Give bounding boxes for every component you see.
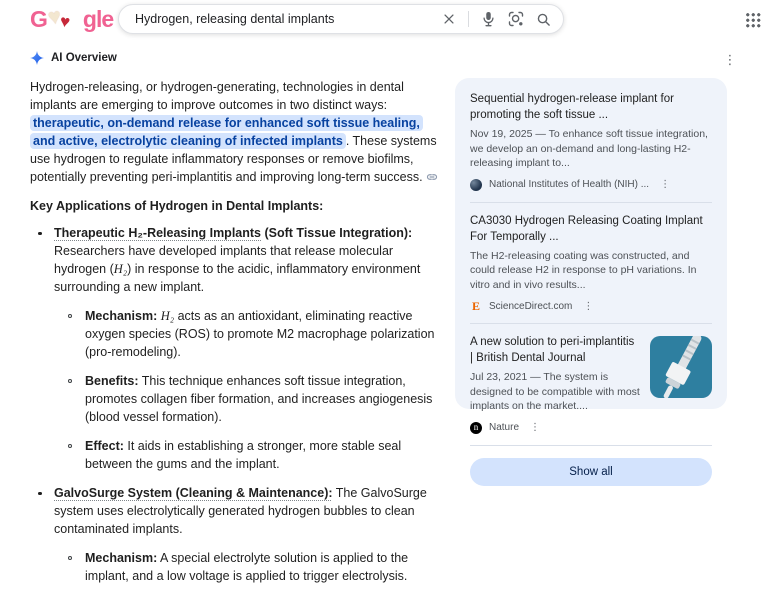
list-item [63, 372, 442, 426]
source-card[interactable] [470, 91, 712, 192]
text-segment-bold: (Soft Tissue Integration): [261, 226, 413, 240]
source-more-options-icon[interactable]: ⋮ [660, 179, 671, 190]
ai-overview-section [30, 50, 442, 596]
ai-overview-label: AI Overview [51, 52, 117, 64]
list-item [30, 484, 442, 585]
search-input[interactable] [135, 12, 442, 26]
search-icon[interactable] [536, 12, 551, 27]
source-snippet: The H2-releasing coating was constructed, and could release H2 in response to pH variations. In vitro and in vivo results... [470, 249, 697, 291]
sub-bullet-icon [68, 556, 72, 560]
source-title[interactable]: A new solution to peri-implantitis | British Dental Journal [470, 336, 635, 364]
source-name: National Institutes of Health (NIH) ... [489, 179, 650, 190]
source-attribution [470, 421, 712, 435]
sub-bullet-icon [68, 314, 72, 318]
red-heart-icon: ♥ [58, 11, 71, 32]
source-attribution [470, 299, 712, 313]
logo-letters-gle: gle [82, 5, 114, 32]
sub-list [63, 307, 442, 473]
text-segment-bold: Mechanism: [85, 309, 161, 323]
text-segment-math: H₂ [160, 309, 175, 323]
card-divider [470, 445, 712, 446]
google-lens-icon[interactable] [508, 11, 524, 27]
bullet-icon [38, 492, 42, 496]
text-segment-term[interactable]: Therapeutic H₂-Releasing Implants [54, 226, 261, 240]
clear-search-icon[interactable] [442, 12, 456, 26]
sources-panel [455, 78, 727, 478]
google-apps-grid-icon[interactable] [745, 12, 761, 28]
text-segment-plain: ) in response to the acidic, inflammatory environment surrounding a new implant. [54, 262, 421, 294]
source-card[interactable] [470, 334, 712, 435]
search-bar[interactable] [118, 4, 564, 34]
bullet-icon [38, 232, 42, 236]
ai-overview-intro [30, 78, 442, 188]
microphone-icon[interactable] [481, 11, 496, 27]
text-segment-plain: A special electrolyte solution is applied to the implant, and a low voltage is applied to trigger electrolysis. [85, 551, 409, 583]
source-card[interactable] [470, 213, 712, 314]
card-divider [470, 202, 712, 203]
source-more-options-icon[interactable]: ⋮ [583, 300, 594, 312]
card-divider [470, 323, 712, 324]
show-all-label: Show all [569, 465, 613, 478]
logo-letter-g: G [30, 5, 47, 32]
source-name: ScienceDirect.com [489, 300, 573, 312]
nature-favicon-icon: n [470, 422, 482, 434]
list-item [63, 307, 442, 361]
citation-link-icon[interactable] [426, 170, 438, 188]
text-segment-plain: acts as an antioxidant, eliminating reactive oxygen species (ROS) to promote M2 macrophage polarization (pro-remodeling). [85, 309, 435, 359]
list-item [63, 549, 442, 585]
sub-bullet-icon [68, 379, 72, 383]
text-segment-bold: Mechanism: [85, 551, 158, 565]
text-segment-plain: . These systems use hydrogen to regulate inflammatory responses or remove biofilms, potentially preventing peri-implantitis and improving long-term success. [30, 134, 437, 184]
source-name: Nature [489, 422, 520, 433]
source-snippet: Nov 19, 2025 — To enhance soft tissue integration, we develop an on-demand and long-lasting H2-releasing implant to... [470, 128, 708, 169]
ai-overview-more-options-icon[interactable]: ⋮ [723, 52, 737, 67]
text-segment-plain: This technique enhances soft tissue integration, promotes collagen fiber formation, and increases angiogenesis (blood vessel formation). [85, 374, 433, 424]
nih-favicon-icon [470, 179, 482, 191]
sciencedirect-favicon-icon: E [471, 299, 480, 313]
text-segment-bold: Benefits: [85, 374, 139, 388]
text-segment-plain: The GalvoSurge system uses electrolytically generated hydrogen bubbles to clean contaminated implants. [54, 486, 427, 536]
sub-list [63, 549, 442, 585]
list-item [63, 437, 442, 473]
applications-list [30, 224, 442, 585]
text-segment-math: H₂ [113, 262, 128, 276]
search-header [0, 0, 768, 40]
valentines-hearts-doodle-icon [48, 5, 82, 33]
text-segment-plain: It aids in establishing a stronger, more stable seal between the gums and the implant. [85, 439, 402, 471]
ai-sparkle-icon [30, 51, 44, 65]
source-title[interactable]: CA3030 Hydrogen Releasing Coating Implant For Temporally ... [470, 214, 703, 243]
show-all-button[interactable] [470, 458, 712, 486]
source-title[interactable]: Sequential hydrogen-release implant for promoting the soft tissue ... [470, 93, 674, 121]
text-segment-bold: Effect: [85, 439, 124, 453]
ai-overview-header [30, 50, 442, 66]
text-segment-highlight[interactable]: therapeutic, on-demand release for enhanced soft tissue healing, and active, electrolytic cleaning of infected implants [30, 115, 423, 149]
text-segment-term[interactable]: GalvoSurge System (Cleaning & Maintenance): [54, 486, 333, 500]
source-snippet: Jul 23, 2021 — The system is designed to be compatible with most implants on the market.... [470, 371, 640, 412]
source-attribution [470, 178, 712, 192]
dental-implant-thumbnail[interactable] [650, 336, 712, 398]
google-logo[interactable] [30, 4, 113, 34]
text-segment-plain: Hydrogen-releasing, or hydrogen-generating, technologies in dental implants are emerging to improve outcomes in two distinct ways: [30, 80, 404, 112]
cream-heart-icon: ♥ [46, 3, 62, 30]
text-segment-plain: Researchers have developed implants that release molecular hydrogen ( [54, 244, 394, 276]
key-applications-heading: Key Applications of Hydrogen in Dental Implants: [30, 199, 324, 213]
sub-bullet-icon [68, 444, 72, 448]
search-divider [468, 11, 469, 27]
source-more-options-icon[interactable]: ⋮ [530, 422, 541, 433]
